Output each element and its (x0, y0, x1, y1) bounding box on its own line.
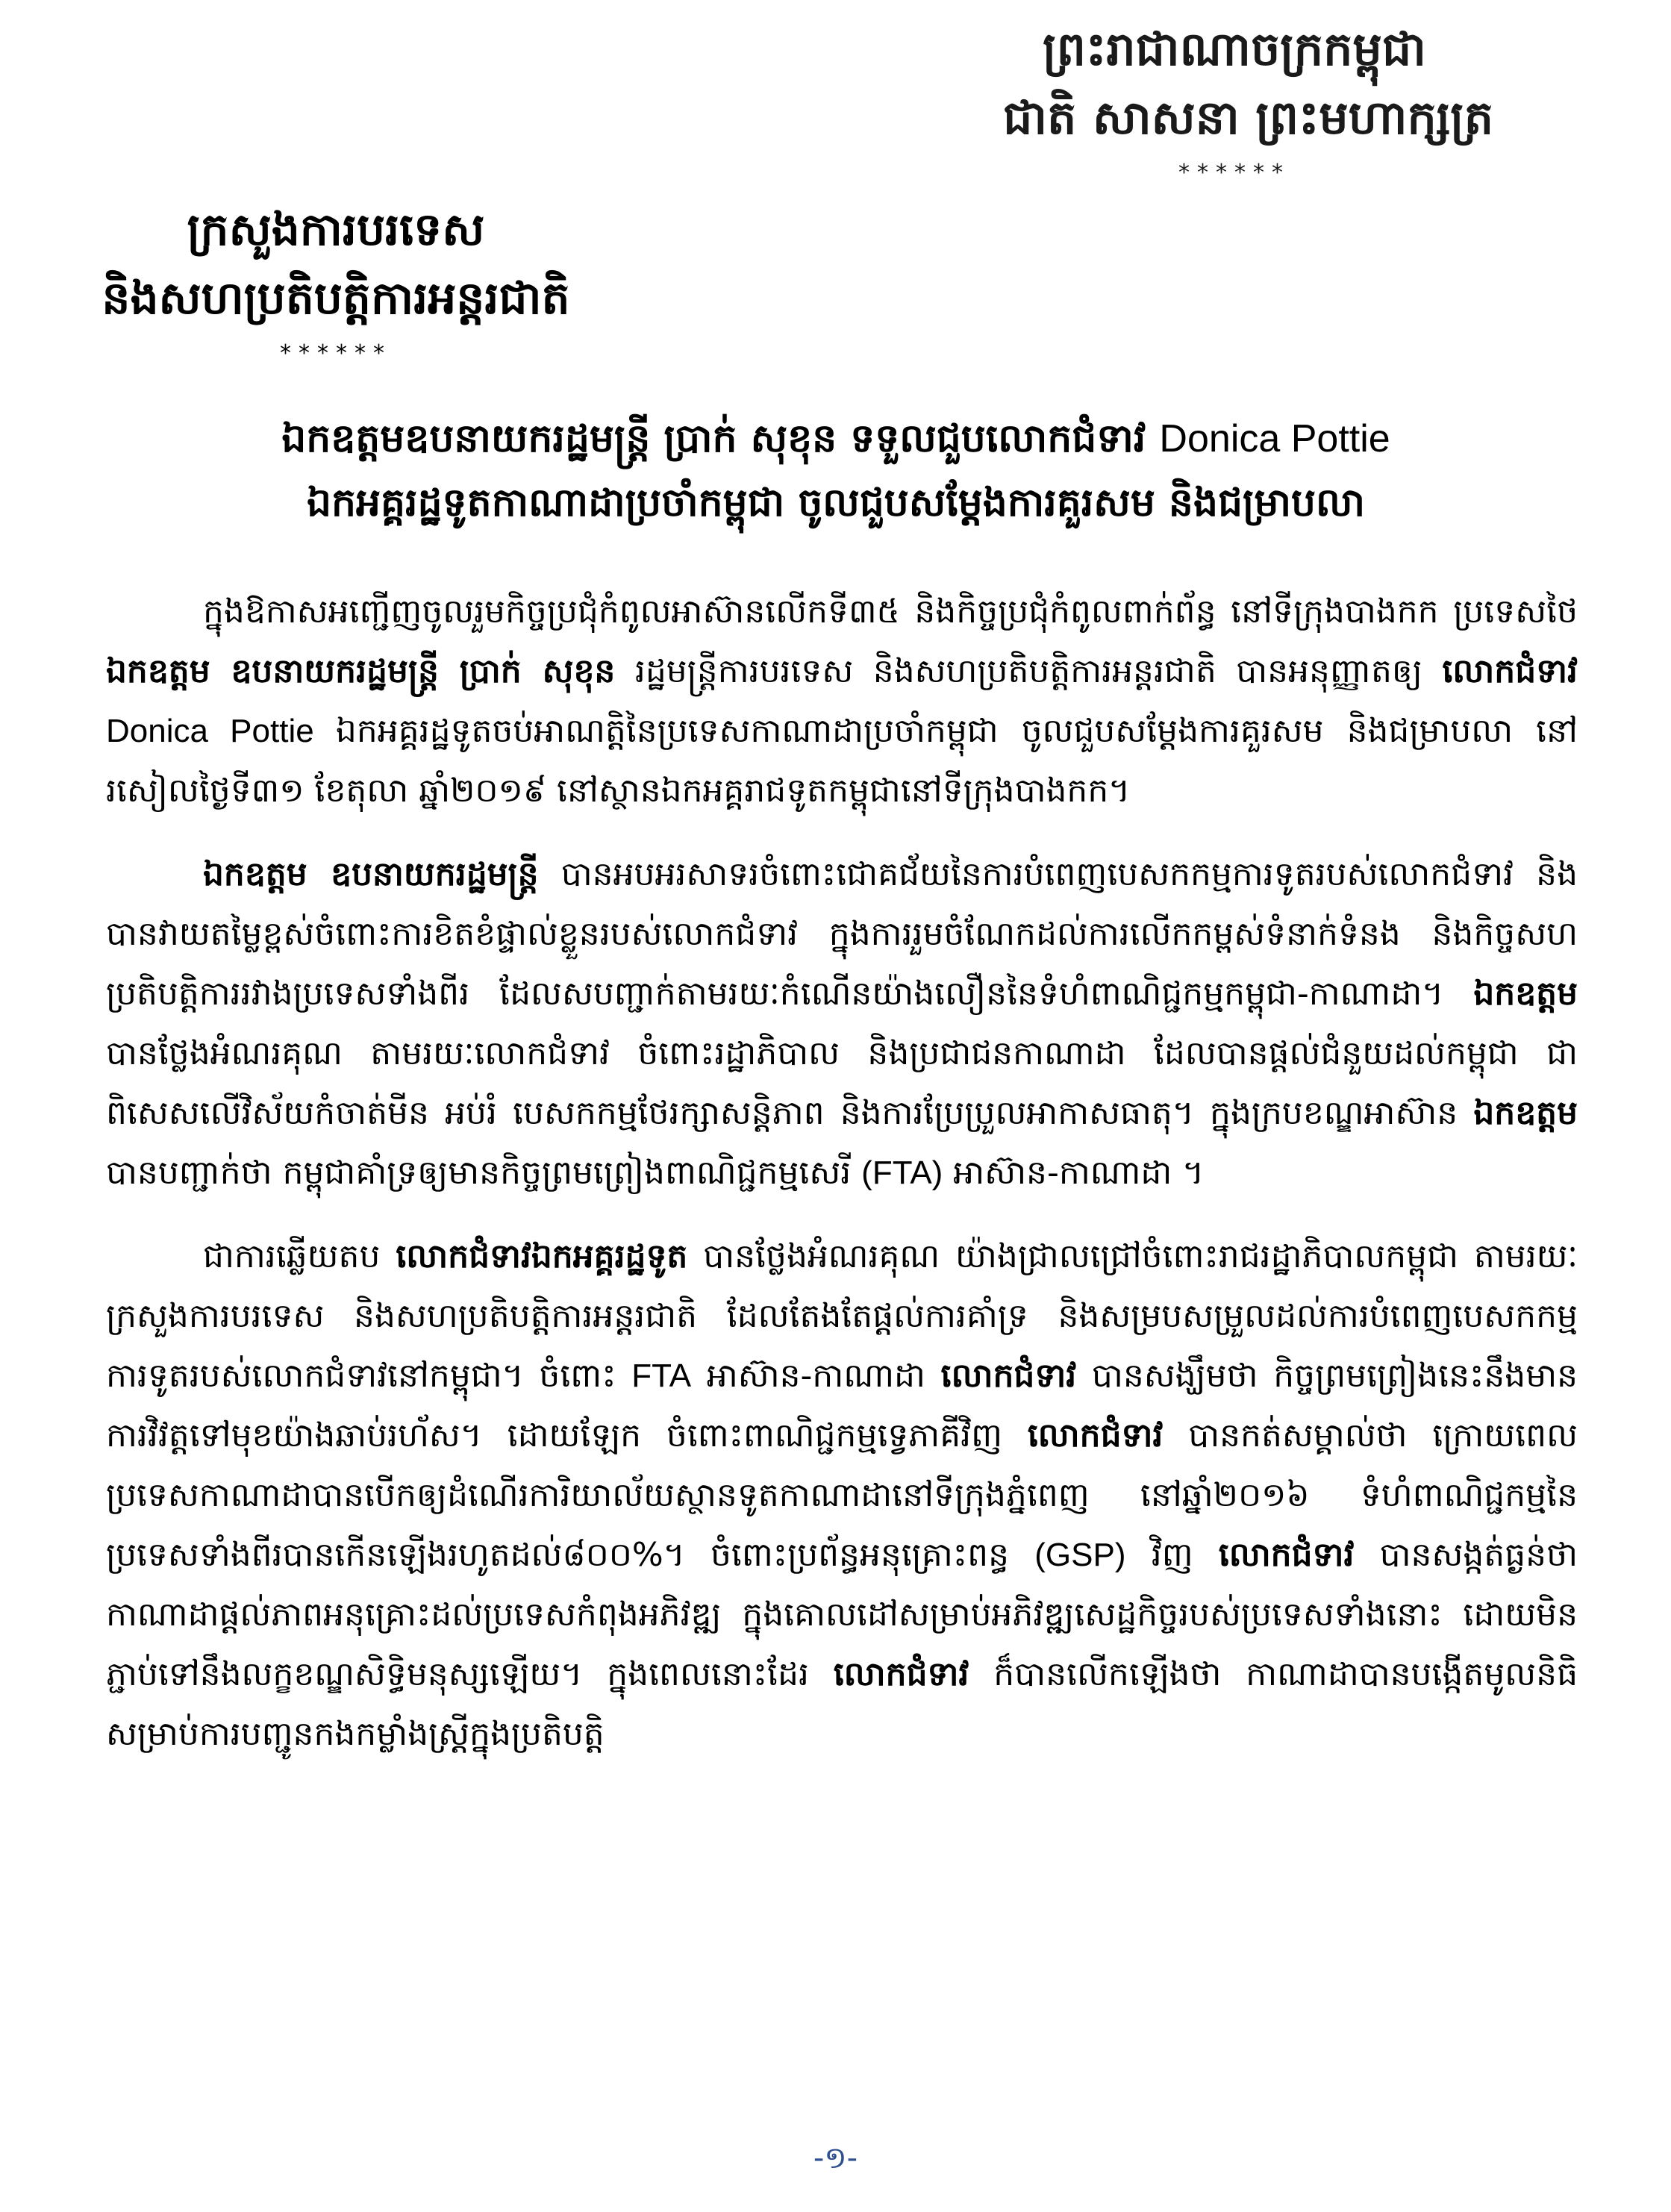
paragraph-2-text-4: អាស៊ាន-កាណាដា ។ (943, 1154, 1205, 1192)
paragraph-2-text-1: បានអបអរសាទរចំពោះជោគជ័យនៃការបំពេញបេសកកម្មការទូតរបស់លោកជំទាវ និងបានវាយតម្លៃខ្ពស់ចំពោះការខិតខំផ្ទាល់ខ្លួនរបស់លោកជំទាវ ក្នុងការរួមចំណែកដល់ការលើកកម្ពស់ទំនាក់ទំនង និងកិច្ចសហប្រតិបត្តិការរវាងប្រទេសទាំងពីរ ដែលសបញ្ជាក់តាមរយៈកំណើនយ៉ាងលឿននៃទំហំពាណិជ្ជកម្មកម្ពុជា-កាណាដា។ (106, 855, 1578, 1013)
national-motto: ជាតិ សាសនា ព្រះមហាក្សត្រ (1003, 90, 1494, 145)
paragraph-2-text-2: បានថ្លែងអំណរគុណ តាមរយៈលោកជំទាវ ចំពោះរដ្ឋាភិបាល និងប្រជាជនកាណាដា ដែលបានផ្តល់ជំនួយដល់កម្ពុជា ជាពិសេសលើវិស័យកំចាត់មីន អប់រំ បេសកកម្មថែរក្សាសន្តិភាព និងការប្រែប្រួលអាកាសធាតុ។ ក្នុងក្របខណ្ឌអាស៊ាន (106, 1034, 1578, 1132)
headline-line1 (67, 407, 1605, 471)
paragraph-3-bold-3: លោកជំទាវ (1027, 1416, 1164, 1455)
paragraph-3-bold-2: លោកជំទាវ (940, 1357, 1077, 1395)
headline-line1-name: Donica Pottie (1159, 417, 1390, 460)
paragraph-1-text-1: ក្នុងឱកាសអញ្ជើញចូលរួមកិច្ចប្រជុំកំពូលអាស៊ានលើកទី៣៥ និងកិច្ចប្រជុំកំពូលពាក់ព័ន្ធ នៅទីក្រុងបាងកក ប្រទេសថៃ (203, 593, 1578, 631)
paragraph-3-bold-4: លោកជំទាវ (1218, 1536, 1355, 1574)
paragraph-3-text-7: បានសង្កត់ធ្ងន់ថា កាណាដាផ្តល់ភាពអនុគ្រោះដល់ប្រទេសកំពុងអភិវឌ្ឍ ក្នុងគោលដៅសម្រាប់អភិវឌ្ឍសេដ្ឋកិច្ចរបស់ប្រទេសទាំងនោះ ដោយមិនភ្ជាប់ទៅនឹងលក្ខខណ្ឌសិទ្ធិមនុស្សឡើយ។ ក្នុងពេលនោះដែរ (106, 1536, 1578, 1693)
paragraph-1-text-3: ឯកអគ្គរដ្ឋទូតចប់អាណត្តិនៃប្រទេសកាណាដាប្រចាំកម្ពុជា ចូលជួបសម្តែងការគួរសម និងជម្រាបលា នៅរសៀលថ្ងៃទី៣១ ខែតុលា ឆ្នាំ២០១៩ នៅស្ថានឯកអគ្គរាជទូតកម្ពុជានៅទីក្រុងបាងកក។ (106, 712, 1578, 810)
paragraph-1-latin-name: Donica Pottie (106, 713, 336, 749)
article-body (106, 582, 1578, 1788)
paragraph-3-latin-gsp: (GSP) (1034, 1537, 1126, 1573)
ministry-separator-stars: ****** (280, 340, 392, 366)
kingdom-name: ព្រះរាជាណាចក្រកម្ពុជា (1043, 22, 1426, 76)
paragraph-2 (106, 845, 1578, 1203)
paragraph-3-text-3: អាស៊ាន-កាណាដា (691, 1357, 941, 1395)
paragraph-3-latin-fta: FTA (631, 1357, 692, 1394)
paragraph-1-text-2: រដ្ឋមន្ត្រីការបរទេស និងសហប្រតិបត្តិការអន្តរជាតិ បានអនុញ្ញាតឲ្យ (615, 652, 1443, 690)
paragraph-2-latin-fta: (FTA) (861, 1155, 943, 1191)
ministry-block (52, 196, 619, 369)
paragraph-3-text-2: បានថ្លែងអំណរគុណ យ៉ាងជ្រាលជ្រៅចំពោះរាជរដ្ឋាភិបាលកម្ពុជា តាមរយៈក្រសួងការបរទេស និងសហប្រតិបត្តិការអន្តរជាតិ ដែលតែងតែផ្តល់ការគាំទ្រ និងសម្របសម្រួលដល់ការបំពេញបេសកកម្មការទូតរបស់លោកជំទាវនៅកម្ពុជា។ ចំពោះ (106, 1237, 1578, 1395)
paragraph-2-bold-1: ឯកឧត្តម ឧបនាយករដ្ឋមន្ត្រី (203, 855, 539, 893)
headline-line2: ឯកអគ្គរដ្ឋទូតកាណាដាប្រចាំកម្ពុជា ចូលជួបសម្តែងការគួរសម និងជម្រាបលា (307, 481, 1365, 525)
paragraph-3-text-8: ក៏បានលើកឡើងថា កាណាដាបានបង្កើតមូលនិធិសម្រាប់ការបញ្ជូនកងកម្លាំងស្ត្រីក្នុងប្រតិបត្តិ (106, 1655, 1578, 1753)
page-number: -១- (813, 2141, 858, 2175)
paragraph-1-bold-2: លោកជំទាវ (1442, 652, 1578, 690)
press-release-headline (67, 407, 1605, 535)
paragraph-2-bold-2: ឯកឧត្តម (1473, 975, 1578, 1013)
paragraph-3-text-1: ជាការឆ្លើយតប (203, 1237, 396, 1275)
paragraph-3-bold-5: លោកជំទាវ (833, 1655, 969, 1693)
paragraph-3-text-4: បានសង្ឃឹមថា កិច្ចព្រមព្រៀងនេះនឹងមានការវិវត្តទៅមុខយ៉ាងឆាប់រហ័ស។ ដោយឡែក ចំពោះពាណិជ្ជកម្មទ្វេភាគីវិញ (106, 1357, 1578, 1455)
paragraph-3-text-5: បានកត់សម្គាល់ថា ក្រោយពេលប្រទេសកាណាដាបានបើកឲ្យដំណើរការិយាល័យស្ថានទូតកាណាដានៅទីក្រុងភ្នំពេញ នៅឆ្នាំ២០១៦ ទំហំពាណិជ្ជកម្មនៃប្រទេសទាំងពីរបានកើនឡើងរហូតដល់៨០០%។ ចំពោះប្រព័ន្ធអនុគ្រោះពន្ធ (106, 1416, 1578, 1574)
paragraph-3-text-6: វិញ (1125, 1536, 1219, 1574)
paragraph-2-text-3: បានបញ្ជាក់ថា កម្ពុជាគាំទ្រឲ្យមានកិច្ចព្រមព្រៀងពាណិជ្ជកម្មសេរី (106, 1154, 862, 1192)
paragraph-1-bold-1: ឯកឧត្តម ឧបនាយករដ្ឋមន្ត្រី ប្រាក់ សុខុន (106, 652, 616, 690)
headline-line1-khmer: ឯកឧត្តមឧបនាយករដ្ឋមន្ត្រី ប្រាក់ សុខុន ទទួលជួបលោកជំទាវ (281, 416, 1146, 461)
paragraph-3-bold-1: លោកជំទាវឯកអគ្គរដ្ឋទូត (396, 1237, 688, 1275)
paragraph-1 (106, 582, 1578, 821)
paragraph-3 (106, 1227, 1578, 1764)
kingdom-motto-block (1003, 15, 1494, 188)
paragraph-2-bold-3: ឯកឧត្តម (1473, 1094, 1578, 1132)
ministry-name-line2: និងសហប្រតិបត្តិការអន្តរជាតិ (101, 272, 570, 325)
kingdom-separator-stars: ****** (1178, 160, 1290, 186)
ministry-name-line1: ក្រសួងការបរទេស (187, 204, 485, 256)
